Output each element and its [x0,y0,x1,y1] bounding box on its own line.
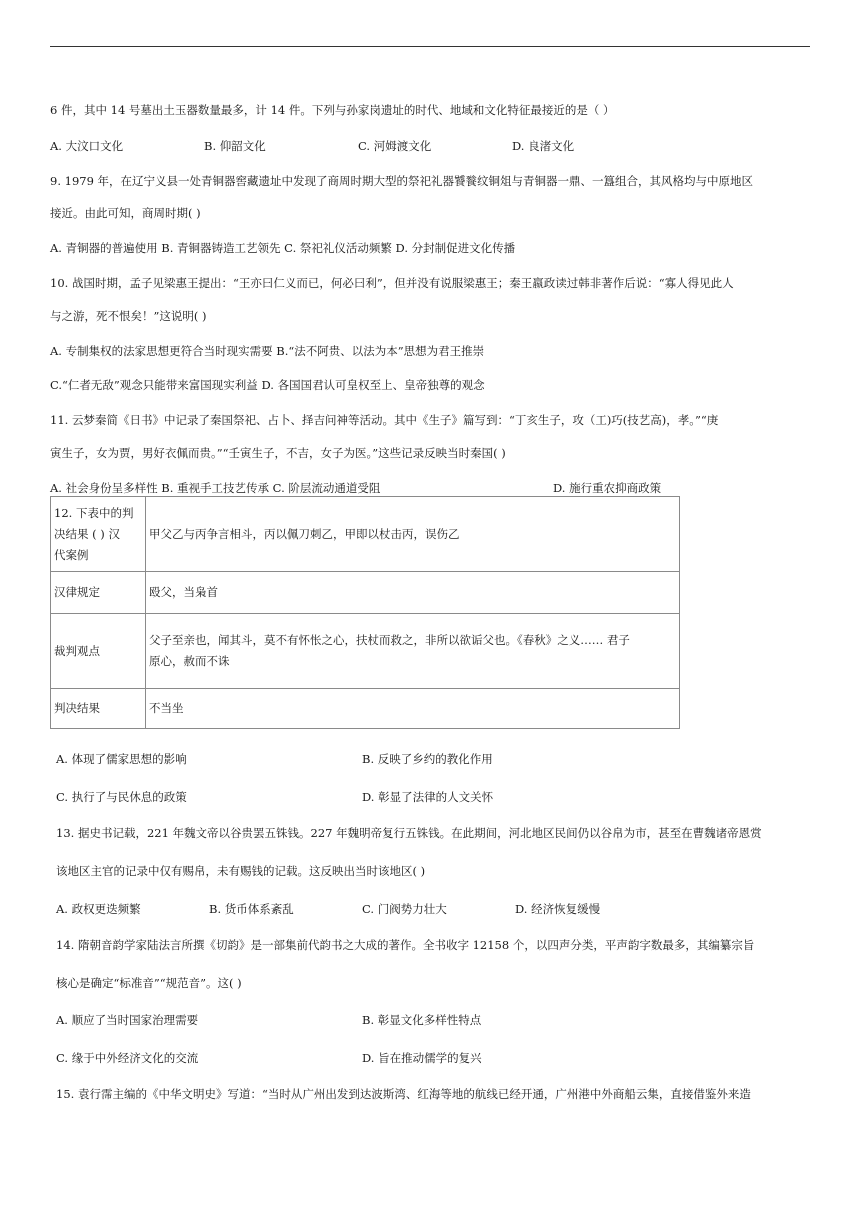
q12-view-line-1: 父子至亲也，闻其斗，莫不有怀怅之心，扶杖而救之，非所以欲诟父也。《春秋》之义…… 君子 [149,633,630,647]
q12-option-d[interactable]: D. 彰显了法律的人文关怀 [362,790,494,804]
q14-stem-line-1: 14. 隋朝音韵学家陆法言所撰《切韵》是一部集前代韵书之大成的著作。全书收字 12158 个，以四声分类，平声韵字数最多，其编纂宗旨 [56,938,755,952]
q12-table [50,496,680,729]
table-row [51,572,680,614]
q12-row-label: 汉律规定 [51,572,146,614]
q12-view-line-2: 原心，赦而不诛 [149,654,230,668]
q14-option-c[interactable]: C. 缘于中外经济文化的交流 [56,1051,199,1065]
q12-option-a[interactable]: A. 体现了儒家思想的影响 [56,752,187,766]
q9-stem-line-2: 接近。由此可知，商周时期( ) [50,206,201,220]
q14-stem-line-2: 核心是确定“标准音”“规范音”。这( ) [56,976,242,990]
q13-option-b[interactable]: B. 货币体系紊乱 [209,902,294,916]
q14-option-a[interactable]: A. 顺应了当时国家治理需要 [56,1013,199,1027]
q10-options-line-2[interactable]: C.“仁者无敌”观念只能带来富国现实利益 D. 各国国君认可皇权至上、皇帝独尊的观念 [50,378,485,392]
q11-option-d[interactable]: D. 施行重农抑商政策 [553,481,662,495]
q12-option-c[interactable]: C. 执行了与民休息的政策 [56,790,187,804]
q10-stem-line-2: 与之游，死不恨矣！”这说明( ) [50,309,207,323]
q13-stem-line-1: 13. 据史书记载，221 年魏文帝以谷贵罢五铢钱。227 年魏明帝复行五铢钱。在此期间，河北地区民间仍以谷帛为市，甚至在曹魏诸帝恩赏 [56,826,762,840]
q12-option-b[interactable]: B. 反映了乡约的教化作用 [362,752,493,766]
q12-row-value: 不当坐 [146,689,680,729]
q15-stem-line-1: 15. 袁行霈主编的《中华文明史》写道：“当时从广州出发到达波斯湾、红海等地的航线已经开通，广州港中外商船云集，直接借鉴外来造 [56,1087,751,1101]
q14-option-d[interactable]: D. 旨在推动儒学的复兴 [362,1051,482,1065]
q12-stem-line: 决结果 ( ) 汉 [54,526,120,541]
q9-options[interactable]: A. 青铜器的普遍使用 B. 青铜器铸造工艺领先 C. 祭祀礼仪活动频繁 D. 分封制促进文化传播 [50,241,516,255]
table-row [51,497,680,572]
q13-stem-line-2: 该地区主官的记录中仅有赐帛，未有赐钱的记载。这反映出当时该地区( ) [56,864,426,878]
header-rule [50,46,810,47]
q12-row-value [146,614,680,689]
q12-row-label: 裁判观点 [51,614,146,689]
q11-stem-line-2: 寅生子，女为贾，男好衣佩而贵。”“壬寅生子，不吉，女子为医。”这些记录反映当时秦国( ) [50,446,506,460]
q8-option-c[interactable]: C. 河姆渡文化 [358,139,432,153]
q12-stem-line: 代案例 [54,547,89,562]
q8-option-b[interactable]: B. 仰韶文化 [204,139,266,153]
q11-stem-line-1: 11. 云梦秦简《日书》中记录了秦国祭祀、占卜、择吉问神等活动。其中《生子》篇写到：“丁亥生子，攻（工)巧(技艺高)，孝。”“庚 [50,413,719,427]
q10-stem-line-1: 10. 战国时期，孟子见梁惠王提出：“王亦曰仁义而已，何必曰利”，但并没有说服梁惠王；秦王嬴政读过韩非著作后说：“寡人得见此人 [50,276,734,290]
q8-option-a[interactable]: A. 大汶口文化 [50,139,124,153]
q12-row-label: 判决结果 [51,689,146,729]
table-row [51,614,680,689]
q12-stem-cell [51,497,146,572]
q12-stem-line: 12. 下表中的判 [54,505,134,520]
q9-stem-line-1: 9. 1979 年，在辽宁义县一处青铜器窖藏遗址中发现了商周时期大型的祭祀礼器饕餮纹铜俎与青铜器一鼎、一簋组合，其风格均与中原地区 [50,174,754,188]
q8-stem: 6 件，其中 14 号墓出土玉器数量最多，计 14 件。下列与孙家岗遗址的时代、地域和文化特征最接近的是（ ） [50,103,615,117]
q10-options-line-1[interactable]: A. 专制集权的法家思想更符合当时现实需要 B.“法不阿贵、以法为本”思想为君王推崇 [50,344,485,358]
q11-options-abc[interactable]: A. 社会身份呈多样性 B. 重视手工技艺传承 C. 阶层流动通道受阻 [50,481,381,495]
q14-option-b[interactable]: B. 彰显文化多样性特点 [362,1013,482,1027]
table-row [51,689,680,729]
q13-option-c[interactable]: C. 门阀势力壮大 [362,902,447,916]
q12-row-value: 殴父，当枭首 [146,572,680,614]
q8-option-d[interactable]: D. 良渚文化 [512,139,575,153]
q13-option-d[interactable]: D. 经济恢复缓慢 [515,902,601,916]
q13-option-a[interactable]: A. 政权更迭频繁 [56,902,141,916]
q12-case-cell: 甲父乙与丙争言相斗，丙以佩刀刺乙，甲即以杖击丙，误伤乙 [146,497,680,572]
